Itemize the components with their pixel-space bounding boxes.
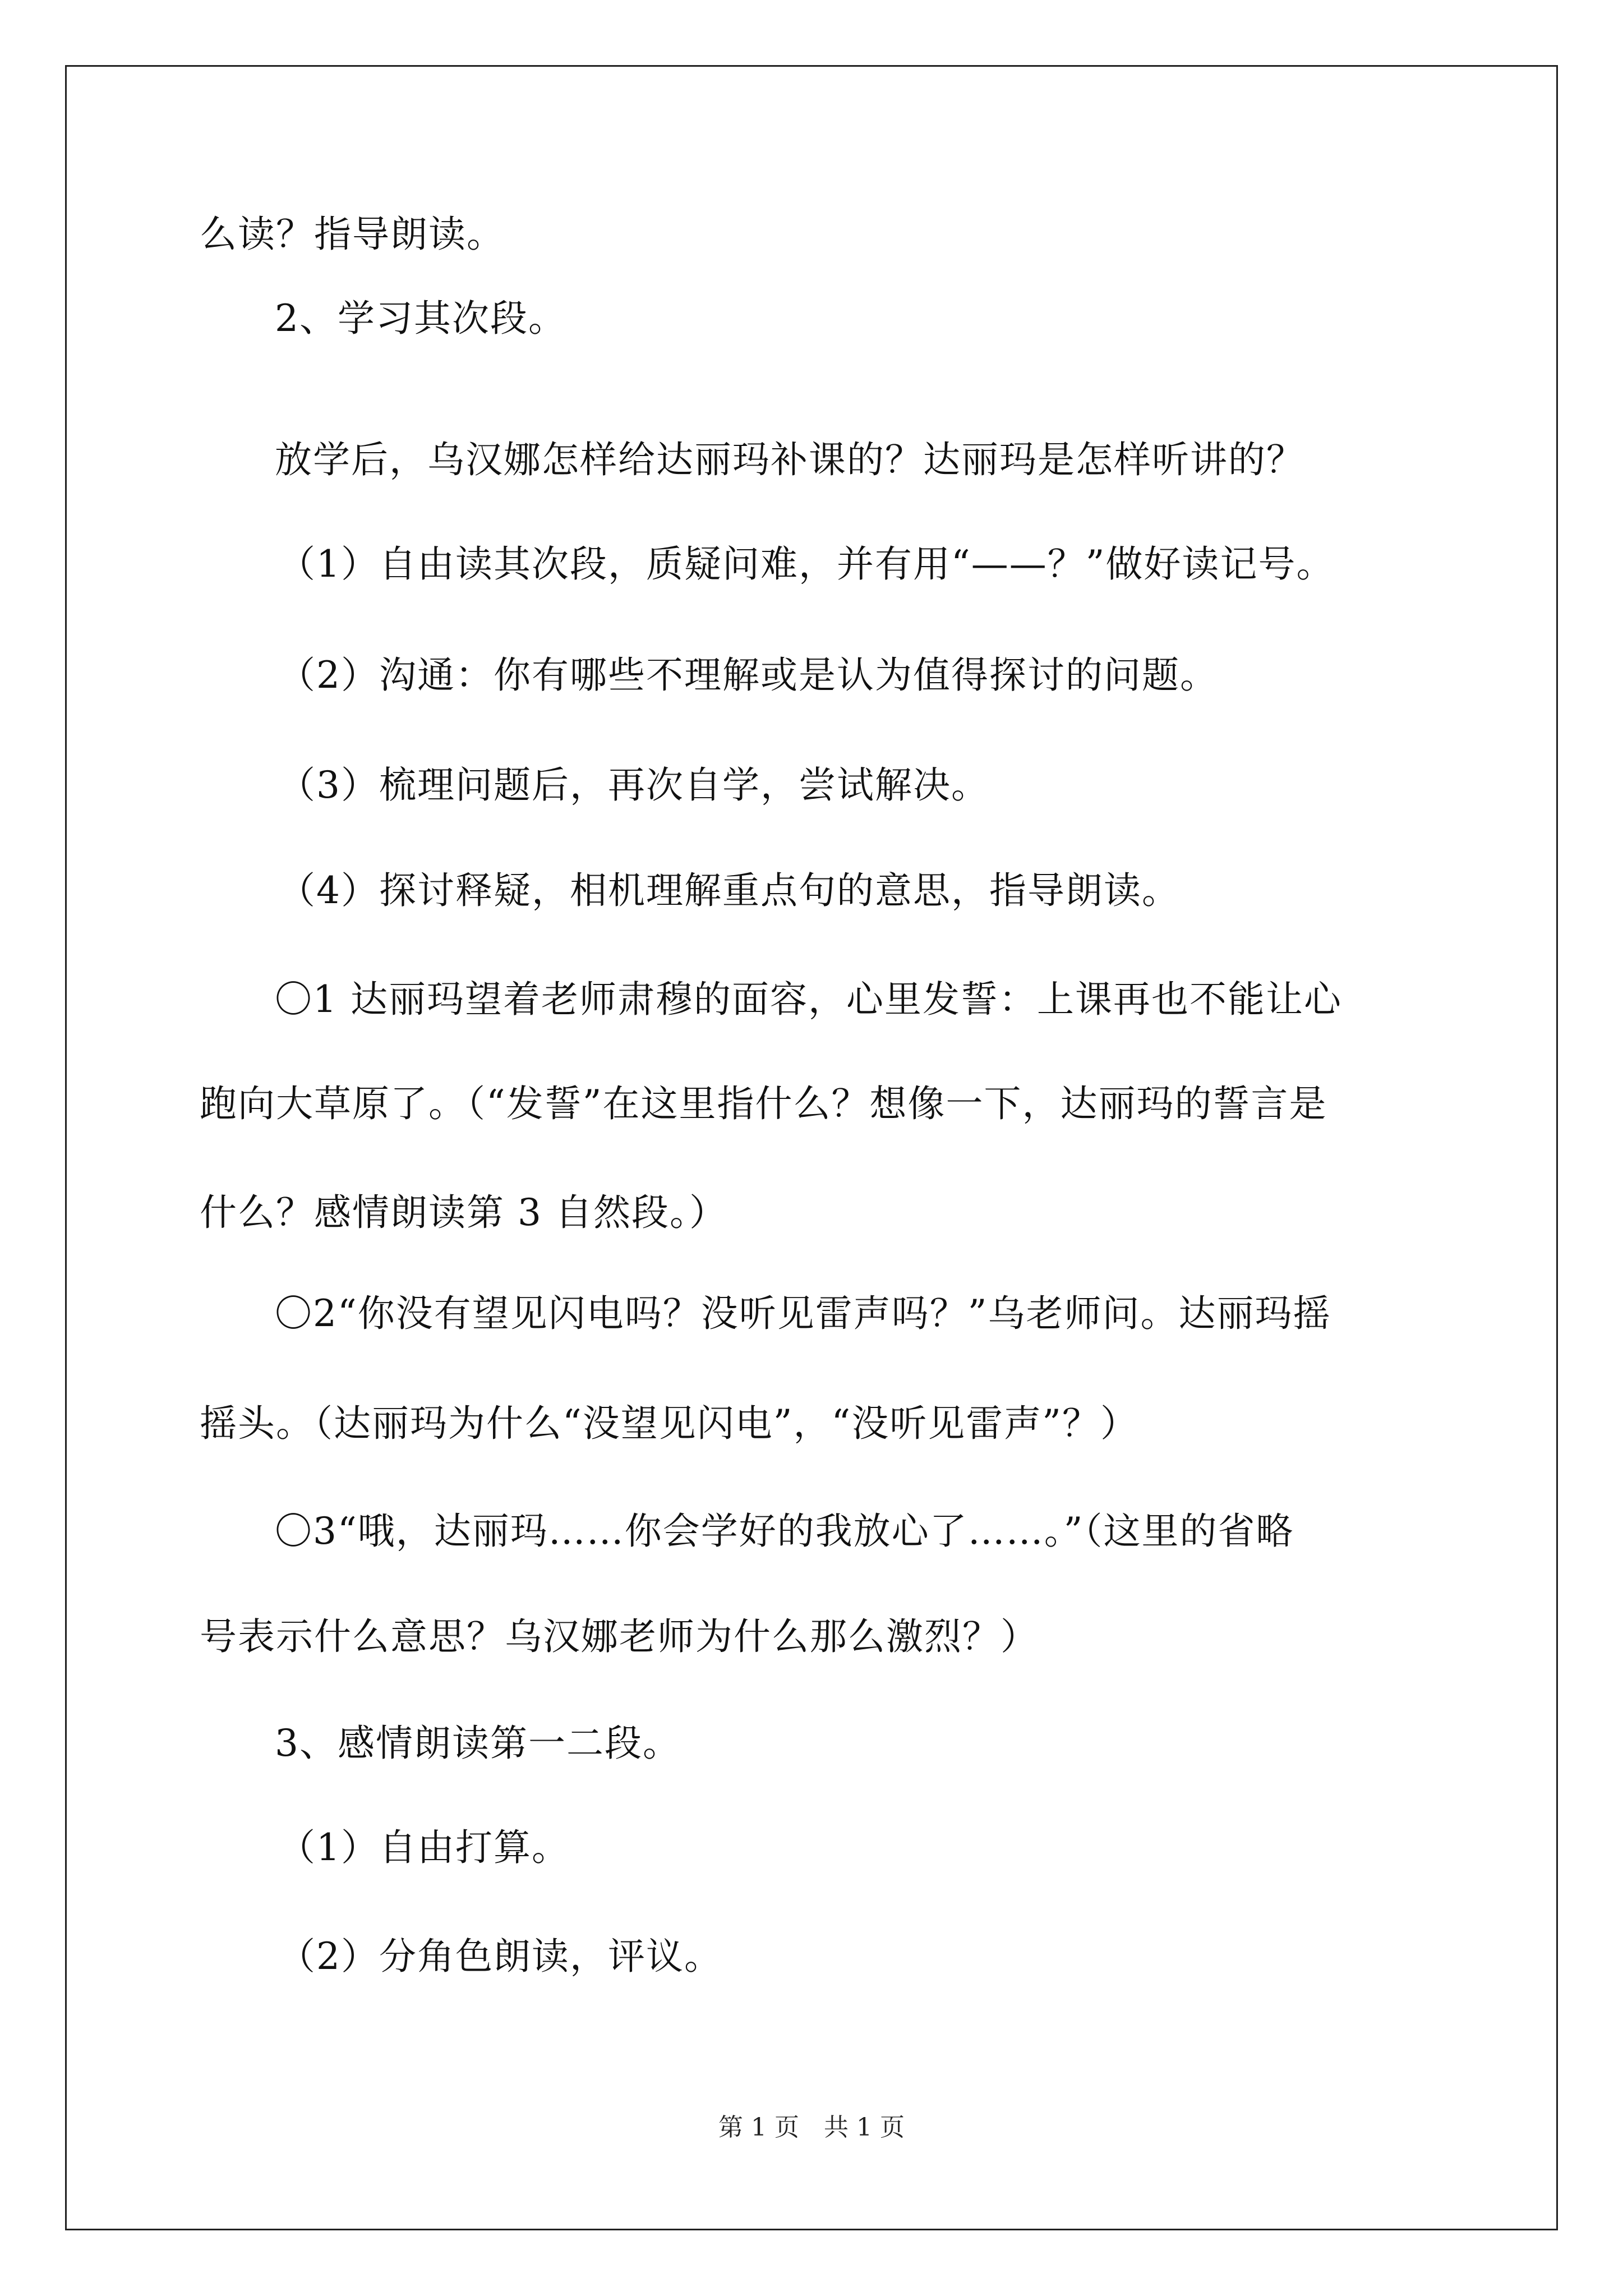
text-line-10: 什么？感情朗读第 3 自然段。） [200,1191,727,1234]
text-line-7: （4）探讨释疑，相机理解重点句的意思，指导朗读。 [278,869,1180,912]
text-line-12: 摇头。（达丽玛为什么“没望见闪电”，“没听见雷声”？） [200,1402,1138,1445]
text-line-8: 〇1 达丽玛望着老师肃穆的面容，心里发誓：上课再也不能让心 [275,978,1342,1021]
text-line-9: 跑向大草原了。（“发誓”在这里指什么？想像一下，达丽玛的誓言是 [200,1082,1327,1125]
text-line-3: 放学后，乌汉娜怎样给达丽玛补课的？达丽玛是怎样听讲的？ [275,438,1304,481]
text-line-13: 〇3“哦，达丽玛……你会学好的我放心了……。”（这里的省略 [275,1510,1294,1553]
text-line-2: 2、学习其次段。 [275,297,566,340]
text-line-16: （1）自由打算。 [278,1826,570,1869]
text-line-11: 〇2“你没有望见闪电吗？没听见雷声吗？”乌老师问。达丽玛摇 [275,1292,1331,1335]
text-line-1: 么读？指导朗读。 [200,213,505,256]
page-number-footer: 第 1 页 共 1 页 [718,2113,905,2142]
text-line-14: 号表示什么意思？乌汉娜老师为什么那么激烈？） [200,1615,1039,1658]
text-line-17: （2）分角色朗读，评议。 [278,1935,722,1978]
text-line-5: （2）沟通：你有哪些不理解或是认为值得探讨的问题。 [278,654,1218,697]
text-line-4: （1）自由读其次段，质疑问难，并有用“——？”做好读记号。 [278,542,1335,586]
text-line-15: 3、感情朗读第一二段。 [275,1722,681,1765]
page-border [65,65,1558,2230]
text-line-6: （3）梳理问题后，再次自学，尝试解决。 [278,763,989,807]
